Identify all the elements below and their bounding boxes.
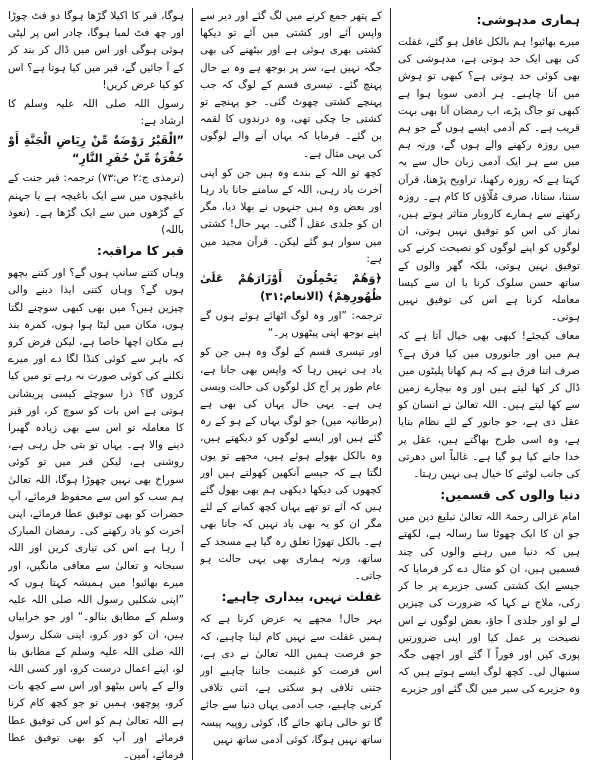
paragraph: معاف کیجئے! کبھی بھی خیال آتا ہے کہ ہم میں اور جانوروں میں کیا فرق ہے؟ صرف اتنا فرق ہے کہ ہم کھانا پلیٹوں میں ڈال کر کھا لیتے ہیں اور وہ بیچارے زمین سے کھا لیتے ہیں۔ اللہ تعالیٰ نے انسان کو عقل دی ہے، جو جانور کے لئے نظام بنایا ہے، وہ اسی طرح بھاگتے ہیں، عقل پر خدا جانے کیا ہو گیا ہے۔ غالباً اس دھرتی کی جانب لوٹنے کا خیال ہی نہیں رہتا۔ (398, 330, 580, 481)
paragraph: رسول اللہ صلی اللہ علیہ وسلم کا ارشاد ہے: (8, 98, 184, 128)
paragraph: اور تیسری قسم کے لوگ وہ ہیں جن کو یاد ہی نہیں رہا کہ واپس بھی جانا ہے، عام طور پر آج کل لوگوں کی حالت ویسی ہی ہے۔ یہی حال یہاں کی بھی ہے (برطانیہ میں) جو لوگ یہاں کے ہو کے رہ گئے ہیں اور ایسے لوگوں کو دیکھتے ہیں، وہ بالکل بھولے ہوئے ہیں، مجھے تو یوں لگتا ہے کہ جیسے آنکھیں کھولتے ہیں اور کچھوں کی دیکھا دیکھی ہم بھی بھول گئے ہیں کہ آئے تو تھے یہاں کچھ کمانے کے لئے مگر ان کو یہ بھی یاد نہیں کہ جانا بھی ہے۔ بالکل تھوڑا تعلق رہ گیا ہے مسجد کے ساتھ، ورنہ ہماری بھی یہی حالت ہو جاتی۔ (200, 346, 382, 583)
paragraph: میرے بھائیو! ہم بالکل غافل ہو گئے، غفلت کی بھی ایک حد ہوتی ہے، مدہوشی کی بھی کوئی حد ہوتی ہے؟ کبھی تو ہوش میں آنا چاہیے۔ ہر آدمی سویا ہوا ہے کبھی تو جاگ پڑے، اب رمضان آنا بھی بہت قریب ہے۔ کم آدمی ایسے ہوں گے جو ہم میں روزہ رکھنے والے ہوں گے، ورنہ ہم میں سے ہر ایک آدمی زبان حال سے یہ کہتا ہے کہ روزہ رکھنا، تراویح پڑھنا، قرآن سننا، سنانا، صرف مُلّاؤں کا کام ہے۔ روزہ رکھنے سے ہمارے کاروبار متاثر ہوتے ہیں، نماز کی اس کو توفیق نہیں ہوتی، ان لوگوں کو اپنے لوگوں کو نصیحت کرنے کی توفیق نہیں ہوتی، بلکہ گھر والوں کے ساتھ حسن سلوک کرنا یا ان سے کیسا معاملہ کرنا ہے اس کی توفیق نہیں ہوتی۔ (398, 36, 580, 324)
paragraph: امام غزالی رحمۃ اللہ تعالیٰ تبلیغ دین میں جو ان کا ایک چھوٹا سا رسالہ ہے، لکھتے ہیں کہ دنیا میں رہنے والوں کی چند قسمیں ہیں، ان کو مثال دے کر فرمایا کہ جیسے ایک کشتی کسی جزیرے پر جا کر رکی، ملاح نے کہا کہ ضرورت کی چیزیں لے لو اور جلدی آ جاؤ، بعض لوگوں نے اس نصیحت پر عمل کیا اور اپنی ضرورتیں پوری کیں اور فوراً آ گئے اور اچھی جگہ سنبھال لی۔ کچھ لوگ ایسے ہوتے ہیں کہ وہ جزیرے کی سیر میں لگ گئے اور جزیرے (398, 511, 580, 696)
section-heading: دنیا والوں کی قسمیں: (440, 487, 580, 503)
arabic-quote: ﴿وَهُمْ يَحْمِلُونَ أَوْزَارَهُمْ عَلَىٰ ظُهُورِهِمْ﴾ (الانعام:۳۱) (200, 272, 382, 304)
paragraph: کے پتھر جمع کرنے میں لگ گئے اور دیر سے واپس آئے اور کشتی میں آئے تو دیکھا کشتی بھری ہوئی ہے اور بیٹھنے کی بھی جگہ نہیں ہے، سر پر بوجھ ہے وہ بے حال پہنچ گئے۔ تیسری قسم کے لوگ کہ جب پہنچے کشتی چھوٹ گئی۔ جو پہنچے تو کشتی جا چکی تھی، وہ درندوں کا لقمہ بن گئے۔ فرمایا کہ یہاں آنے والے لوگوں کی یہی مثال ہے۔ (200, 10, 382, 160)
middle-column (200, 8, 382, 760)
paragraph: ہوگا، قبر کا اکیلا گڑھا ہوگا دو فٹ چوڑا اور چھ فٹ لمبا ہوگا، چادر اس پر لپٹی ہوئی ہوگی اور اس میں ڈال کر بند کر کے آ جائیں گے، قبر میں کیا ہوتا ہے؟ اس کو کیا عرض کریں! (8, 10, 184, 91)
column-divider (390, 8, 391, 760)
paragraph: وہاں کتنے سانپ ہوں گے؟ اور کتنے بچھو ہوں گے؟ وہاں کتنی ایذا دینے والی چیزیں ہیں؟ میں بھی کبھی سوچنے لگتا ہوں، مکان میں لیٹا ہوا ہوں، کمرہ بند ہے مکان اچھا خاصا ہے، لیکن فرض کرو کہ باہر سے کوئی کنڈا لگا دے اور میرے نکلنے کی کوئی صورت نہ رہے تو میں کیا کروں گا؟ ذرا سوچئے کیسی پریشانی ہوتی ہے اس بات کو سوچ کر، اور قبر کا معاملہ تو اس سے بھی زیادہ گھبرا دینے والا ہے۔ یہاں تو بتی جل رہی ہے، روشنی ہے، لیکن قبر میں تو کوئی سوراخ بھی نہیں چھوڑا ہوگا، اللہ تعالیٰ ہم سب کو اس سے محفوظ فرمائے، آپ حضرات کو بھی توفیق عطا فرمائے، اپنی آخرت کو یاد رکھنے کی۔ رمضان المبارک آ رہا ہے اس کی تیاری کریں اور اللہ سبحانہ و تعالیٰ سے معافی مانگیں، اور میرے بھائیو! میں ہمیشہ کہتا ہوں کہ ”اپنی شکلیں رسول اللہ صلی اللہ علیہ وسلم کے مطابق بنالو۔“ اور جو خرابیاں ہیں، ان کو دور کرو، اپنی شکل رسول اللہ صلی اللہ علیہ وسلم کے مطابق بنا لو، اپنے اعمال درست کرو، اور کسی اللہ والے کے پاس بیٹھو اور اس سے کچھ بات کرو، پوچھو، ہمیں تو جو کچھ کام کرنا ہے اللہ تعالیٰ ہم کو اس کی توفیق عطا فرمائے اور آپ کو بھی توفیق عطا فرمائے، آمین۔ (8, 267, 184, 760)
paragraph: بہر حال! مجھے یہ عرض کرنا ہے کہ ہمیں غفلت سے نہیں کام لینا چاہیے، کہ جو فرصت ہمیں اللہ تعالیٰ نے دی ہے، اس فرصت کو غنیمت جاننا چاہیے اور جتنی تلافی ہو سکتی ہے، اتنی تلافی کرنی چاہیے، جب آدمی یہاں دنیا سے جائے گا تو خالی ہاتھ جائے گا، کوئی روپیہ پیسہ ساتھ نہیں ہوگا، کوئی آدمی ساتھ نہیں (200, 613, 382, 746)
paragraph: ترجمہ: ”اور وہ لوگ اٹھائے ہوئے ہوں گے اپنے بوجھ اپنی پیٹھوں پر۔“ (200, 310, 382, 340)
right-column (398, 8, 580, 760)
arabic-quote: ”الْقَبْرُ رَوْضَةٌ مِّنْ رِيَاضِ الْجَنَّةِ أَوْ حُفْرَةٌ مِّنْ حُفَرِ النَّارِ“ (8, 134, 184, 166)
paragraph: (ترمذی ج:۲ ص:۷۳) ترجمہ: قبر جنت کے باغیچوں میں سے ایک باغیچہ ہے یا جہنم کے گڑھوں میں سے ایک گڑھا ہے۔ (نعوذ باللہ) (8, 172, 184, 237)
left-column (8, 8, 184, 760)
paragraph: کچھ تو اللہ کے بندے وہ ہیں جن کو اپنی آخرت یاد رہی، اللہ کے سامنے جانا یاد رہا اور بعض وہ ہیں جنہوں نے بھلا دیا، مگر ان کو جلدی عقل آ گئی۔ بہر حال! کشتی میں سوار ہو گئے لیکن۔ قرآن مجید میں ہے: (200, 166, 382, 265)
section-heading: قبر کا مراقبہ: (96, 243, 184, 259)
section-heading: ہماری مدہوشی: (476, 12, 580, 27)
section-heading: غفلت نہیں، بیداری چاہیے: (221, 589, 382, 605)
column-divider (192, 8, 193, 760)
